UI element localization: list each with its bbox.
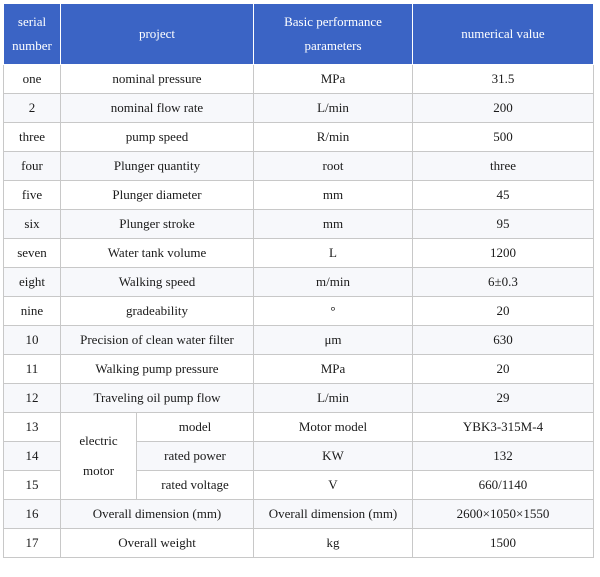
serial-cell: three [4,123,61,152]
table-row [4,413,594,442]
project-cell: nominal flow rate [61,94,254,123]
param-cell: L/min [254,384,413,413]
table-row [4,326,594,355]
serial-cell: nine [4,297,61,326]
param-cell: L [254,239,413,268]
serial-cell: 13 [4,413,61,442]
value-cell: YBK3-315M-4 [413,413,594,442]
value-cell: 1500 [413,529,594,558]
param-cell: ° [254,297,413,326]
value-cell: 45 [413,181,594,210]
value-cell: 31.5 [413,65,594,94]
project-cell: Plunger quantity [61,152,254,181]
serial-cell: eight [4,268,61,297]
param-cell: m/min [254,268,413,297]
param-cell: V [254,471,413,500]
project-cell: rated power [137,442,254,471]
value-cell: 1200 [413,239,594,268]
serial-cell: 2 [4,94,61,123]
header-project: project [61,4,254,65]
project-cell: Overall dimension (mm) [61,500,254,529]
serial-cell: 14 [4,442,61,471]
header-row [4,4,594,65]
serial-cell: one [4,65,61,94]
serial-cell: 17 [4,529,61,558]
spec-table [3,3,594,558]
param-cell: μm [254,326,413,355]
spec-table-container [3,3,594,558]
table-row [4,268,594,297]
serial-cell: four [4,152,61,181]
project-cell: Overall weight [61,529,254,558]
serial-cell: six [4,210,61,239]
value-cell: 660/1140 [413,471,594,500]
table-row [4,297,594,326]
param-cell: KW [254,442,413,471]
table-row [4,355,594,384]
value-cell: 132 [413,442,594,471]
value-cell: 2600×1050×1550 [413,500,594,529]
header-basic-parameters: Basic performance parameters [254,4,413,65]
param-cell: kg [254,529,413,558]
param-cell: MPa [254,355,413,384]
serial-cell: five [4,181,61,210]
serial-cell: 12 [4,384,61,413]
table-row [4,384,594,413]
serial-cell: 11 [4,355,61,384]
project-cell: Walking speed [61,268,254,297]
param-cell: MPa [254,65,413,94]
value-cell: 630 [413,326,594,355]
project-cell: Water tank volume [61,239,254,268]
serial-cell: seven [4,239,61,268]
project-cell: Traveling oil pump flow [61,384,254,413]
project-cell: Precision of clean water filter [61,326,254,355]
value-cell: 6±0.3 [413,268,594,297]
value-cell: three [413,152,594,181]
table-row [4,65,594,94]
serial-cell: 10 [4,326,61,355]
param-cell: mm [254,181,413,210]
table-row [4,500,594,529]
project-cell: Plunger diameter [61,181,254,210]
serial-cell: 16 [4,500,61,529]
param-cell: mm [254,210,413,239]
project-cell: pump speed [61,123,254,152]
value-cell: 20 [413,297,594,326]
serial-cell: 15 [4,471,61,500]
table-row [4,152,594,181]
value-cell: 95 [413,210,594,239]
table-row [4,181,594,210]
project-cell: gradeability [61,297,254,326]
param-cell: R/min [254,123,413,152]
header-serial: serial number [4,4,61,65]
table-row [4,123,594,152]
value-cell: 29 [413,384,594,413]
param-cell: L/min [254,94,413,123]
value-cell: 200 [413,94,594,123]
value-cell: 20 [413,355,594,384]
param-cell: Overall dimension (mm) [254,500,413,529]
param-cell: root [254,152,413,181]
header-numerical-value: numerical value [413,4,594,65]
table-row [4,94,594,123]
project-cell: model [137,413,254,442]
value-cell: 500 [413,123,594,152]
param-cell: Motor model [254,413,413,442]
project-cell: Plunger stroke [61,210,254,239]
table-row [4,239,594,268]
table-row [4,210,594,239]
project-cell: rated voltage [137,471,254,500]
project-cell: nominal pressure [61,65,254,94]
project-cell: Walking pump pressure [61,355,254,384]
group-label-electric-motor: electric motor [61,413,137,500]
table-row [4,529,594,558]
